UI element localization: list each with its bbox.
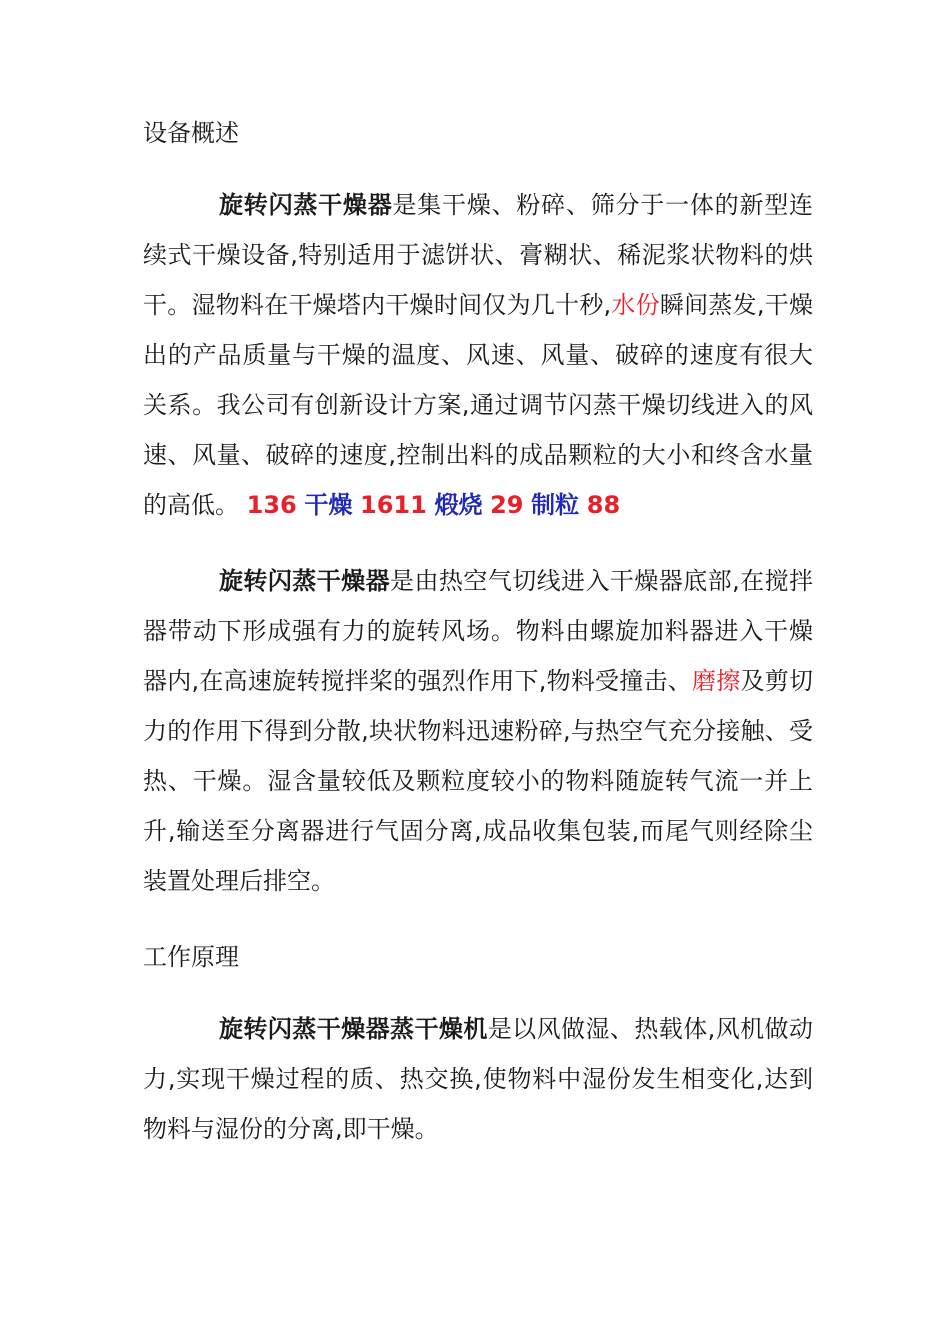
bold-term: 旋转闪蒸干燥器 [219,191,393,219]
paragraph-text: 瞬间蒸发,干燥出的产品质量与干燥的温度、风速、风量、破碎的速度有很大关系。我公司有创新设计方案,通过调节闪蒸干燥切线进入的风速、风量、破碎的速度,控制出料的成品颗粒的大小和终含水量的高低。 [143,291,813,519]
spacer [143,530,813,556]
spacer [143,906,813,932]
bold-term: 旋转闪蒸干燥器 [219,567,391,595]
paragraph-overview-2 [143,556,813,906]
contact-number-part: 88 [586,491,621,519]
bold-term: 旋转闪蒸干燥器蒸干燥机 [219,1015,488,1043]
paragraph-principle-1 [143,1004,813,1154]
paragraph-text: 是集干燥、粉碎、筛分于一体的新型连续式干燥设备,特别适用于滤饼状、膏糊状、稀泥浆状物料的烘干。湿物料在干燥塔内干燥时间仅为几十秒, [143,191,814,319]
spacer [143,982,813,1004]
document-page [143,108,813,1154]
contact-keyword: 干燥 [304,491,353,519]
highlight-red-term: 磨擦 [692,667,741,695]
spacer [143,158,813,180]
contact-number-part: 1611 [360,491,427,519]
paragraph-text: 是以风做湿、热载体,风机做动力,实现干燥过程的质、热交换,使物料中湿份发生相变化,达到物料与湿份的分离,即干燥。 [143,1015,813,1143]
contact-keyword: 煅烧 [434,491,483,519]
contact-keyword: 制粒 [531,491,580,519]
paragraph-text: 及剪切力的作用下得到分散,块状物料迅速粉碎,与热空气充分接触、受热、干燥。湿含量较低及颗粒度较小的物料随旋转气流一并上升,输送至分离器进行气固分离,成品收集包装,而尾气则经除尘装置处理后排空。 [143,667,813,895]
paragraph-text: 是由热空气切线进入干燥器底部,在搅拌器带动下形成强有力的旋转风场。物料由螺旋加料器进入干燥器内,在高速旋转搅拌桨的强烈作用下,物料受撞击、 [143,567,813,695]
section-heading-overview: 设备概述 [143,119,239,147]
paragraph-overview-1 [143,180,813,530]
contact-number-part: 29 [490,491,524,519]
section-heading-principle: 工作原理 [143,943,239,971]
highlight-red-term: 水份 [611,291,660,319]
contact-number-part: 136 [246,491,297,519]
